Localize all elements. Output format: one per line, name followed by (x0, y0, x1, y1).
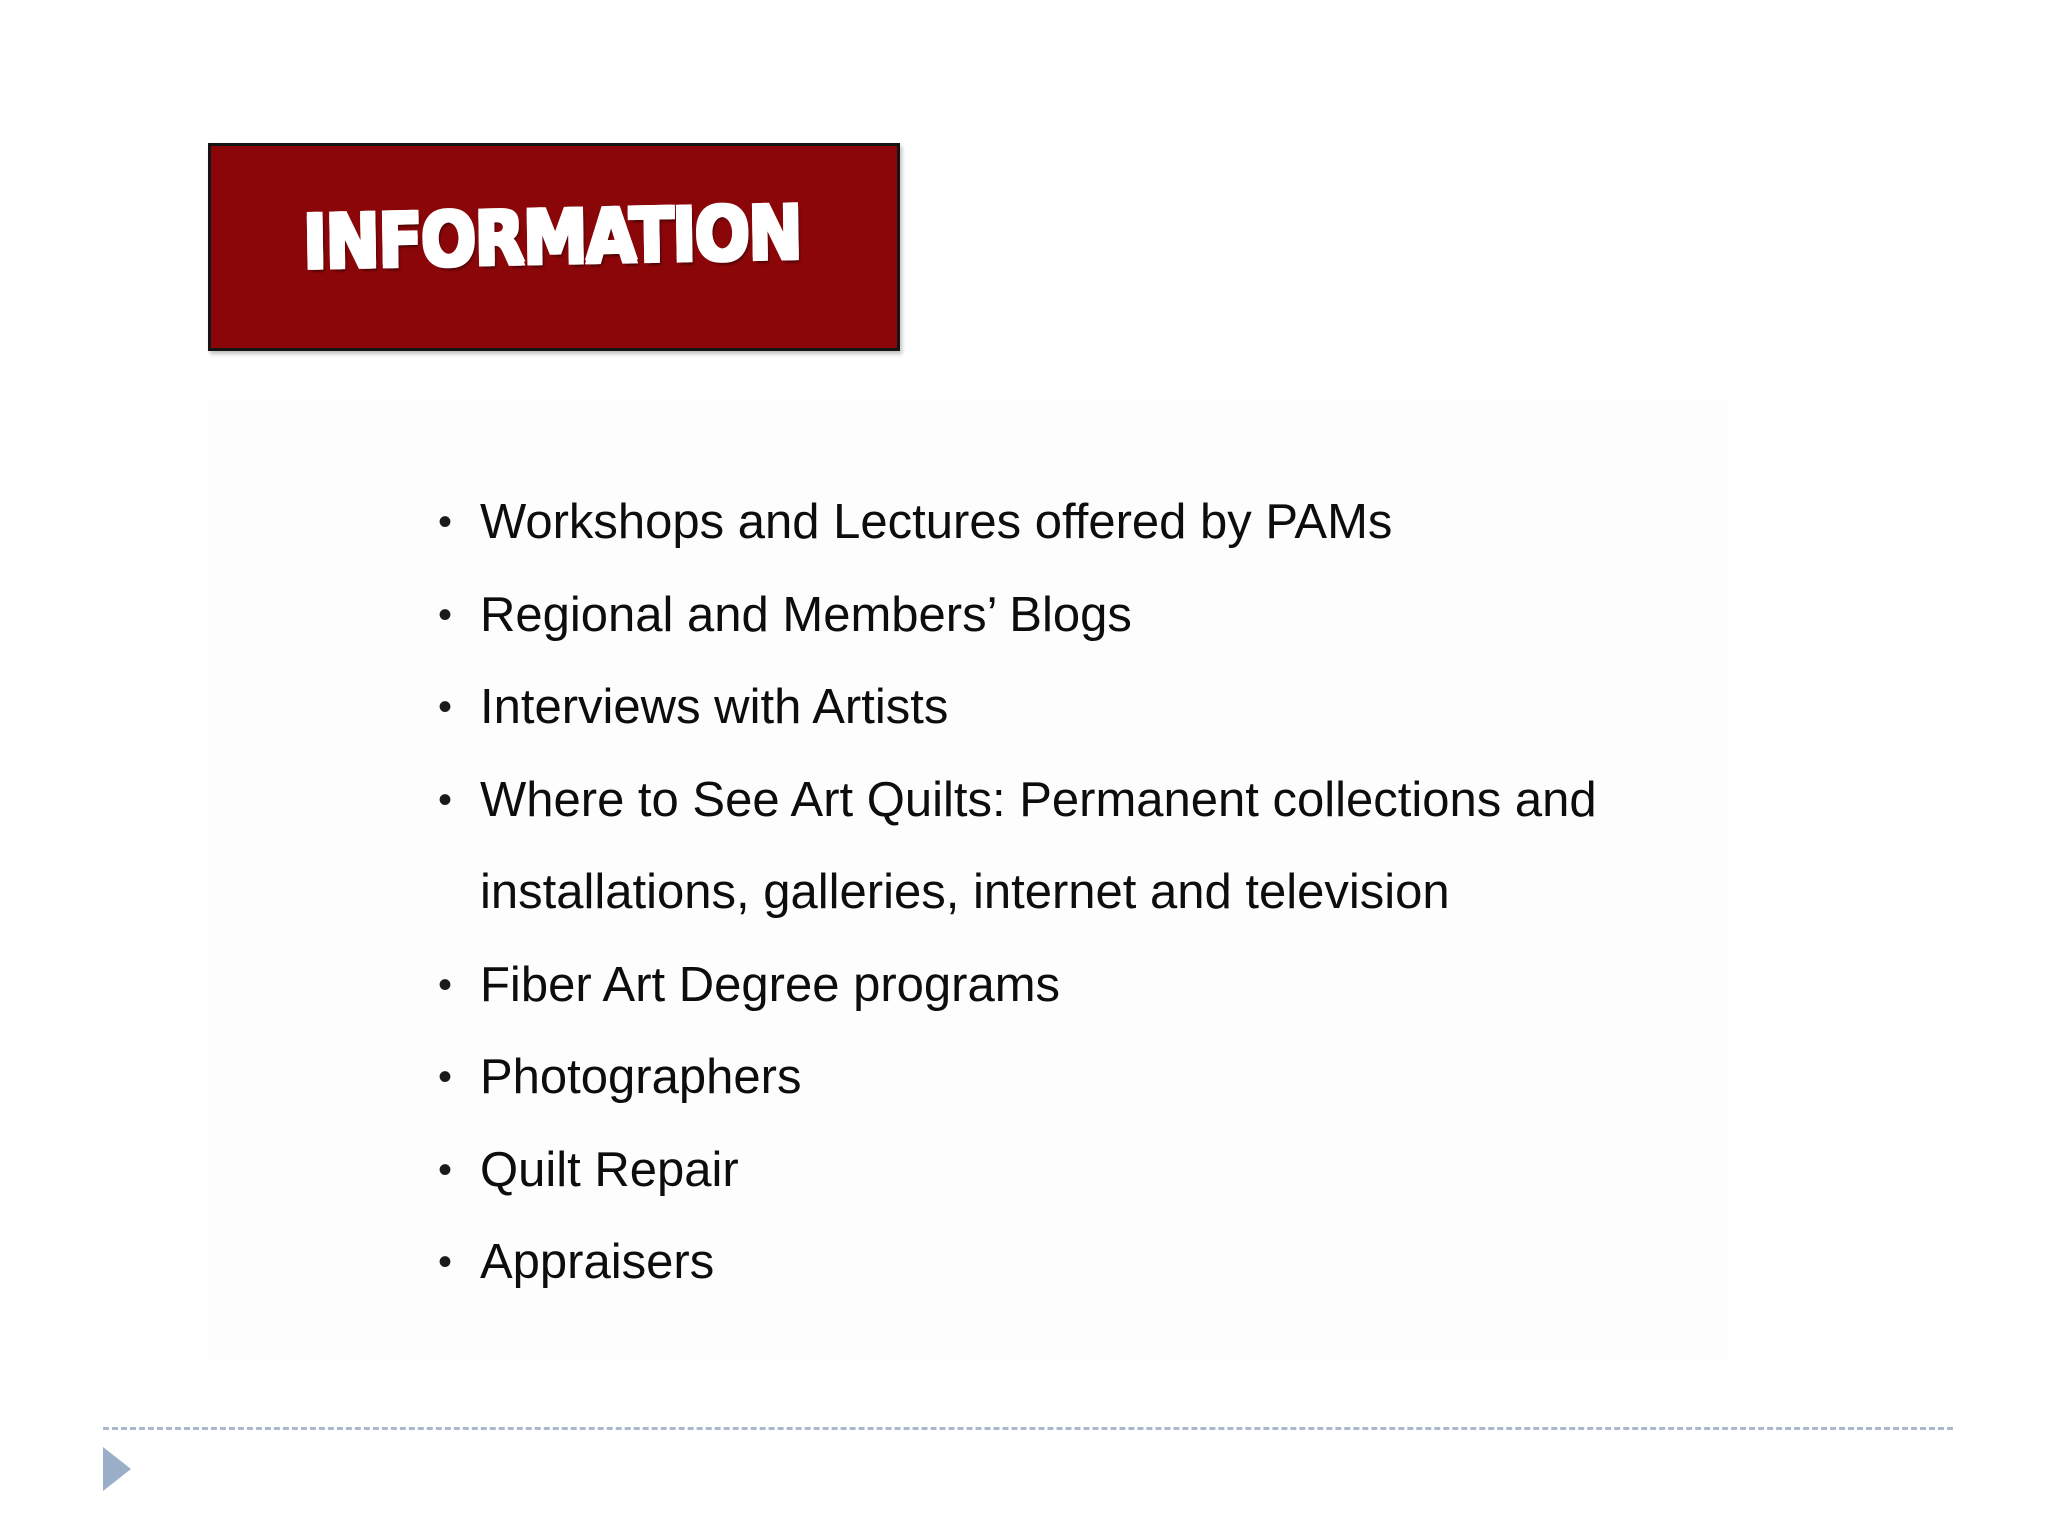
bullet-text: Workshops and Lectures offered by PAMs (480, 495, 1393, 549)
bullet-dot-icon: • (438, 777, 453, 822)
bullet-dot-icon: • (438, 1055, 453, 1099)
slide-title: INFORMATION (302, 190, 802, 286)
bullet-item (438, 754, 1738, 939)
bullet-text: Appraisers (480, 1235, 715, 1289)
bullet-text: Where to See Art Quilts: Permanent collections and installations, galleries, internet and television (480, 772, 1597, 919)
bullet-item (438, 476, 1738, 569)
bullet-text: Photographers (480, 1050, 802, 1104)
bullet-dot-icon: • (438, 592, 453, 637)
bullet-text: Regional and Members’ Blogs (480, 587, 1132, 642)
bullet-item (438, 1031, 1738, 1124)
bullet-dot-icon: • (438, 1147, 453, 1192)
title-banner (208, 143, 900, 351)
bullet-item (438, 1124, 1738, 1217)
bullet-text: Interviews with Artists (480, 680, 949, 734)
bullet-item (438, 1216, 1738, 1309)
bullet-dot-icon: • (438, 1240, 453, 1284)
bullet-text: Quilt Repair (480, 1142, 739, 1197)
bullet-item (438, 661, 1738, 754)
bullet-item (438, 939, 1738, 1032)
bullet-dot-icon: • (438, 500, 453, 544)
footer-divider (103, 1427, 1953, 1430)
play-triangle-icon (103, 1447, 131, 1491)
bullet-list (438, 476, 1738, 1309)
bullet-text: Fiber Art Degree programs (480, 957, 1061, 1012)
bullet-dot-icon: • (438, 962, 453, 1007)
bullet-item (438, 569, 1738, 662)
bullet-dot-icon: • (438, 685, 453, 729)
